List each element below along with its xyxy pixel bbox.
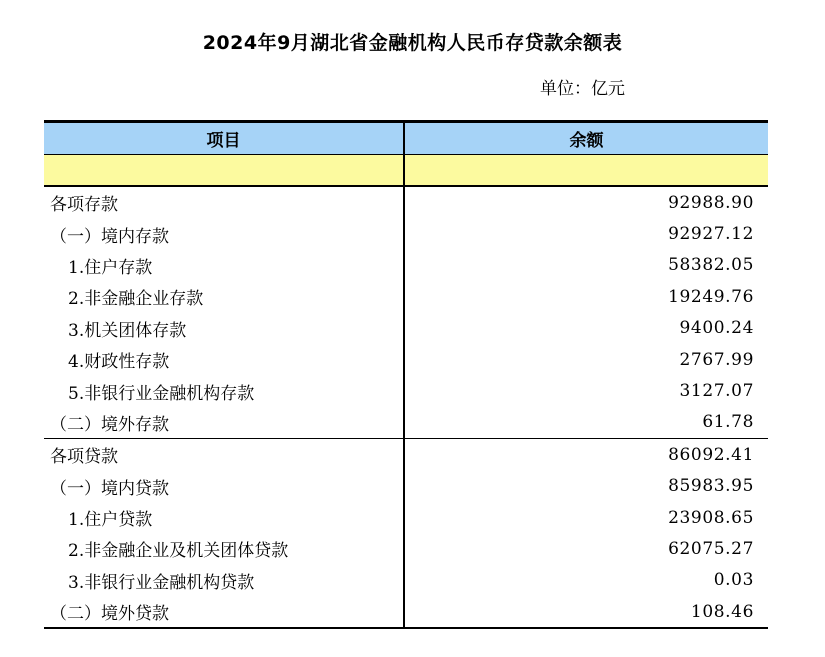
table-bottom-rule bbox=[44, 627, 768, 629]
balance-table bbox=[44, 120, 768, 629]
row-label: 4.财政性存款 bbox=[44, 344, 405, 375]
header-item: 项目 bbox=[44, 123, 405, 154]
row-value: 62075.27 bbox=[668, 538, 754, 559]
table-header bbox=[44, 123, 768, 154]
row-value: 61.78 bbox=[702, 412, 754, 433]
table-row bbox=[44, 344, 768, 375]
row-label: （一）境内贷款 bbox=[44, 471, 405, 502]
row-value: 19249.76 bbox=[668, 286, 754, 307]
row-label: 3.非银行业金融机构贷款 bbox=[44, 565, 405, 596]
row-value: 92988.90 bbox=[668, 192, 754, 213]
table-row bbox=[44, 439, 768, 470]
table-row bbox=[44, 313, 768, 344]
unit-label: 单位：亿元 bbox=[540, 79, 625, 99]
table-row bbox=[44, 281, 768, 312]
row-label: 2.非金融企业存款 bbox=[44, 281, 405, 312]
row-value: 0.03 bbox=[713, 570, 754, 591]
table-row bbox=[44, 502, 768, 533]
table-row bbox=[44, 250, 768, 281]
row-value: 85983.95 bbox=[668, 476, 754, 497]
row-value: 108.46 bbox=[690, 601, 754, 622]
row-label: 3.机关团体存款 bbox=[44, 313, 405, 344]
table-row bbox=[44, 187, 768, 218]
row-label: 5.非银行业金融机构存款 bbox=[44, 375, 405, 406]
row-label: 1.住户存款 bbox=[44, 250, 405, 281]
table-row bbox=[44, 375, 768, 406]
row-label: 1.住户贷款 bbox=[44, 502, 405, 533]
row-label: 各项贷款 bbox=[44, 439, 405, 470]
row-value: 3127.07 bbox=[679, 381, 754, 402]
table-row bbox=[44, 596, 768, 627]
table-row bbox=[44, 471, 768, 502]
row-value: 86092.41 bbox=[668, 444, 754, 465]
row-value: 2767.99 bbox=[679, 349, 754, 370]
table-row bbox=[44, 565, 768, 596]
page-title: 2024年9月湖北省金融机构人民币存贷款余额表 bbox=[202, 32, 623, 54]
table-row bbox=[44, 218, 768, 249]
row-value: 23908.65 bbox=[668, 507, 754, 528]
header-blank-row bbox=[44, 155, 768, 185]
row-value: 92927.12 bbox=[668, 224, 754, 245]
loans-section bbox=[44, 439, 768, 627]
blank-cell-item bbox=[44, 155, 405, 185]
row-label: （二）境外存款 bbox=[44, 407, 405, 438]
table-row bbox=[44, 533, 768, 564]
table-row bbox=[44, 407, 768, 438]
row-label: （一）境内存款 bbox=[44, 218, 405, 249]
header-balance: 余额 bbox=[569, 131, 604, 151]
row-label: 各项存款 bbox=[44, 187, 405, 218]
row-value: 58382.05 bbox=[668, 255, 754, 276]
row-value: 9400.24 bbox=[679, 318, 754, 339]
deposits-section bbox=[44, 187, 768, 438]
row-label: 2.非金融企业及机关团体贷款 bbox=[44, 533, 405, 564]
row-label: （二）境外贷款 bbox=[44, 596, 405, 627]
blank-cell-balance bbox=[405, 155, 768, 185]
